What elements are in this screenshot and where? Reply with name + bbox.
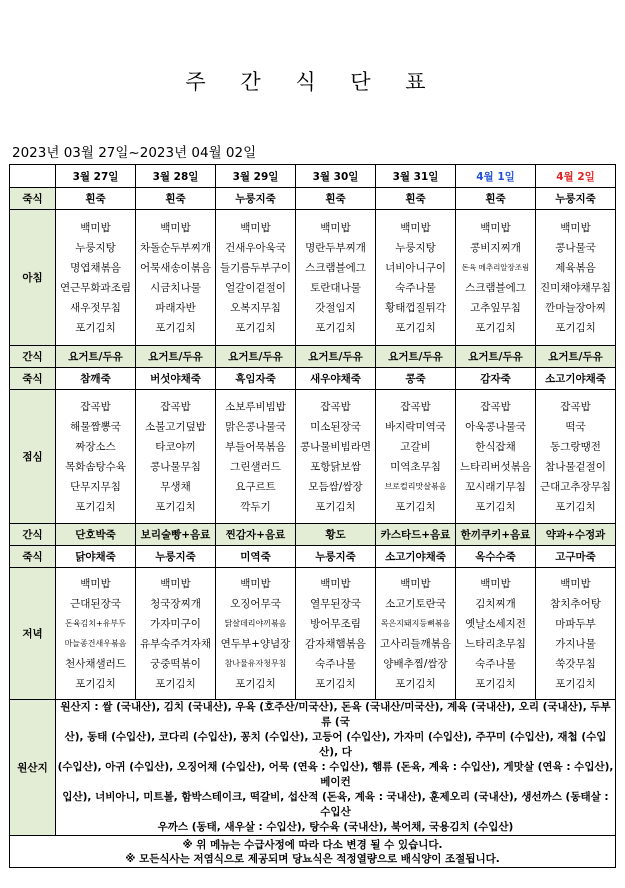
origin-line: 우까스 (동태, 새우살 : 수입산), 탕수육 (국내산), 북어채, 국용김치 (수입산) [157, 821, 514, 833]
snack-cell: 요거트/두유 [536, 346, 616, 368]
porridge-cell: 닭야채죽 [56, 546, 136, 568]
porridge-cell: 누룽지죽 [296, 546, 376, 568]
menu-item: 요구르트 [235, 480, 276, 493]
page-title: 주 간 식 단 표 [185, 70, 440, 94]
dinner-row [10, 568, 616, 700]
menu-item: 잡곡밥 [160, 400, 191, 413]
menu-item: 숙주나물 [315, 657, 356, 670]
menu-item: 짜장소스 [75, 440, 116, 453]
menu-item: 포기김치 [315, 677, 356, 690]
menu-item: 무생채 [160, 480, 191, 493]
meal-cell [56, 210, 136, 346]
menu-item: 닭살데리야끼볶음 [224, 618, 287, 628]
porridge-cell: 소고기야채죽 [376, 546, 456, 568]
meal-cell [216, 568, 296, 700]
menu-item: 마늘종건새우볶음 [64, 638, 127, 648]
menu-item: 백미밥 [240, 577, 271, 590]
menu-item: 양배추찜/쌈장 [383, 657, 448, 670]
menu-item: 갓절임지 [315, 301, 356, 314]
menu-item: 콩비지찌개 [470, 241, 521, 254]
porridge-cell: 미역죽 [216, 546, 296, 568]
menu-item: 포기김치 [155, 321, 196, 334]
notes-row [10, 836, 616, 868]
menu-item: 바지락미역국 [385, 420, 446, 433]
row-label: 죽식 [10, 188, 56, 210]
snack-cell: 보리술빵+음료 [136, 524, 216, 546]
menu-item: 건새우아욱국 [225, 241, 286, 254]
menu-item: 참치추어탕 [550, 597, 601, 610]
row-label: 죽식 [10, 368, 56, 390]
menu-item: 그린샐러드 [230, 460, 281, 473]
porridge-cell: 옥수수죽 [456, 546, 536, 568]
meal-cell [296, 568, 376, 700]
note-line: ※ 모든식사는 저염식으로 제공되며 당뇨식은 적정열량으로 배식양이 조절됩니다. [125, 852, 500, 865]
menu-item: 포기김치 [555, 321, 596, 334]
menu-item: 포기김치 [235, 321, 276, 334]
menu-item: 명엽채볶음 [70, 261, 121, 274]
menu-item: 백미밥 [480, 221, 511, 234]
menu-item: 목화솜탕수육 [65, 460, 126, 473]
meal-cell [136, 210, 216, 346]
menu-item: 쑥갓무침 [555, 657, 596, 670]
menu-item: 누룽지탕 [75, 241, 116, 254]
menu-item: 참나물유자청무침 [224, 658, 287, 668]
menu-item: 백미밥 [80, 577, 111, 590]
meal-cell [136, 390, 216, 524]
snack-cell: 카스타드+음료 [376, 524, 456, 546]
menu-item: 목은지돼지등뼈볶음 [380, 618, 451, 628]
porridge-cell: 콩죽 [376, 368, 456, 390]
day-header: 3월 30일 [296, 165, 376, 188]
menu-item: 감자채햄볶음 [305, 637, 366, 650]
menu-item: 느타리버섯볶음 [459, 460, 531, 473]
morning-porridge-row [10, 188, 616, 210]
row-label: 아침 [10, 210, 56, 346]
menu-item: 모듬쌈/쌈장 [308, 480, 363, 493]
menu-item: 포기김치 [75, 321, 116, 334]
menu-item: 해물짬뽕국 [70, 420, 121, 433]
snack-cell: 요거트/두유 [136, 346, 216, 368]
menu-item: 천사채샐러드 [65, 657, 126, 670]
day-header: 3월 31일 [376, 165, 456, 188]
snack-cell: 황도 [296, 524, 376, 546]
meal-cell [376, 568, 456, 700]
menu-item: 숙주나물 [475, 657, 516, 670]
porridge-cell: 누룽지죽 [136, 546, 216, 568]
breakfast-row [10, 210, 616, 346]
menu-item: 타코야끼 [155, 440, 196, 453]
menu-item: 참나물겉절이 [545, 460, 606, 473]
row-label: 점심 [10, 390, 56, 524]
menu-item: 떡국 [565, 420, 586, 433]
porridge-cell: 고구마죽 [536, 546, 616, 568]
menu-item: 돈육김치+유부두 [65, 618, 126, 628]
lunch-porridge-row [10, 368, 616, 390]
porridge-cell: 흰죽 [456, 188, 536, 210]
menu-item: 포항닭보쌈 [310, 460, 361, 473]
snack-row-2 [10, 524, 616, 546]
menu-item: 콩나물국 [555, 241, 596, 254]
menu-item: 스크램블에그 [305, 261, 366, 274]
day-header: 3월 29일 [216, 165, 296, 188]
menu-item: 가지나물 [555, 637, 596, 650]
porridge-cell: 감자죽 [456, 368, 536, 390]
menu-item: 포기김치 [395, 677, 436, 690]
day-header-sunday: 4월 2일 [536, 165, 616, 188]
porridge-cell: 소고기야채죽 [536, 368, 616, 390]
date-range: 2023년 03월 27일~2023년 04월 02일 [12, 145, 257, 161]
origin-row [10, 700, 616, 836]
menu-item: 새우젓무침 [70, 301, 121, 314]
meal-cell [536, 568, 616, 700]
origin-line: (수입산), 아귀 (수입산), 오징어채 (수입산), 어묵 (연육 : 수입산), 햄류 (돈육, 계육 : 수입산), 게맛살 (연육 : 수입산), 베이컨 [57, 761, 614, 788]
menu-item: 김치찌개 [475, 597, 516, 610]
menu-item: 잡곡밥 [560, 400, 591, 413]
porridge-cell: 흰죽 [376, 188, 456, 210]
menu-item: 포기김치 [475, 677, 516, 690]
menu-item: 포기김치 [155, 677, 196, 690]
menu-item: 맑은콩나물국 [225, 420, 286, 433]
menu-item: 포기김치 [475, 500, 516, 513]
porridge-cell: 새우야채죽 [296, 368, 376, 390]
menu-item: 오복지무침 [230, 301, 281, 314]
porridge-cell: 누룽지죽 [216, 188, 296, 210]
menu-item: 미역초무침 [390, 460, 441, 473]
menu-item: 고사리들깨볶음 [379, 637, 451, 650]
meal-cell [56, 568, 136, 700]
lunch-row [10, 390, 616, 524]
menu-item: 포기김치 [555, 500, 596, 513]
menu-item: 미소된장국 [310, 420, 361, 433]
menu-item: 근대된장국 [70, 597, 121, 610]
menu-item: 마파두부 [555, 617, 596, 630]
menu-item: 제육볶음 [555, 261, 596, 274]
header-row [10, 165, 616, 188]
menu-item: 근대고추장무침 [539, 480, 611, 493]
porridge-cell: 버섯야채죽 [136, 368, 216, 390]
row-label: 저녁 [10, 568, 56, 700]
menu-item: 포기김치 [395, 321, 436, 334]
menu-item: 잡곡밥 [400, 400, 431, 413]
menu-item: 백미밥 [400, 221, 431, 234]
snack-cell: 요거트/두유 [456, 346, 536, 368]
menu-item: 옛날소세지전 [465, 617, 526, 630]
menu-item: 백미밥 [400, 577, 431, 590]
menu-item: 시금치나물 [150, 281, 201, 294]
menu-item: 포기김치 [75, 500, 116, 513]
menu-item: 숙주나물 [395, 281, 436, 294]
menu-item: 진미채야채무침 [539, 281, 611, 294]
menu-item: 소불고기덮밥 [145, 420, 206, 433]
day-header-saturday: 4월 1일 [456, 165, 536, 188]
menu-item: 포기김치 [75, 677, 116, 690]
origin-line: 산), 동태 (수입산), 코다리 (수입산), 꽁치 (수입산), 고등어 (수입산), 가자미 (수입산), 주꾸미 (수입산), 재첩 (수입산), 다 [64, 731, 607, 758]
menu-item: 잡곡밥 [320, 400, 351, 413]
meal-cell [456, 210, 536, 346]
menu-item: 백미밥 [480, 577, 511, 590]
snack-cell: 단호박죽 [56, 524, 136, 546]
menu-item: 포기김치 [155, 500, 196, 513]
menu-item: 연두부+양념장 [220, 637, 291, 650]
row-label: 죽식 [10, 546, 56, 568]
meal-cell [216, 210, 296, 346]
menu-item: 브로컬리맛살볶음 [384, 481, 447, 491]
meal-cell [536, 390, 616, 524]
menu-item: 잡곡밥 [480, 400, 511, 413]
row-label: 간식 [10, 524, 56, 546]
menu-item: 명란두부찌개 [305, 241, 366, 254]
menu-item: 꼬시래기무침 [465, 480, 526, 493]
meal-cell [296, 210, 376, 346]
porridge-cell: 흑임자죽 [216, 368, 296, 390]
snack-cell: 요거트/두유 [296, 346, 376, 368]
menu-item: 포기김치 [235, 677, 276, 690]
menu-item: 느타리초무침 [465, 637, 526, 650]
row-label: 원산지 [10, 700, 56, 836]
menu-item: 아욱콩나물국 [465, 420, 526, 433]
meal-cell [56, 390, 136, 524]
menu-item: 궁중떡볶이 [150, 657, 201, 670]
menu-item: 얼갈이겉절이 [225, 281, 286, 294]
menu-item: 오징어무국 [230, 597, 281, 610]
menu-item: 포기김치 [475, 321, 516, 334]
porridge-cell: 흰죽 [56, 188, 136, 210]
menu-item: 열무된장국 [310, 597, 361, 610]
menu-item: 고갈비 [400, 440, 431, 453]
menu-item: 들기름두부구이 [219, 261, 291, 274]
menu-item: 연근무화과조림 [59, 281, 131, 294]
menu-item: 동그랑땡전 [550, 440, 601, 453]
menu-item: 황태껍질튀각 [385, 301, 446, 314]
snack-cell: 요거트/두유 [56, 346, 136, 368]
menu-item: 포기김치 [315, 500, 356, 513]
menu-item: 깍두기 [240, 500, 271, 513]
note-line: ※ 위 메뉴는 수급사정에 따라 다소 변경 될 수 있습니다. [182, 838, 443, 851]
menu-item: 스크램블에그 [465, 281, 526, 294]
menu-item: 깐마늘장아찌 [545, 301, 606, 314]
snack-cell: 요거트/두유 [376, 346, 456, 368]
menu-item: 청국장찌개 [150, 597, 201, 610]
snack-cell: 찐감자+음료 [216, 524, 296, 546]
dinner-porridge-row [10, 546, 616, 568]
menu-item: 부들어묵볶음 [225, 440, 286, 453]
row-label: 간식 [10, 346, 56, 368]
porridge-cell: 누룽지죽 [536, 188, 616, 210]
meal-cell [456, 390, 536, 524]
menu-item: 백미밥 [560, 221, 591, 234]
menu-item: 포기김치 [315, 321, 356, 334]
menu-item: 어묵새송이볶음 [139, 261, 211, 274]
menu-item: 백미밥 [320, 221, 351, 234]
menu-item: 콩나물무침 [150, 460, 201, 473]
meal-cell [136, 568, 216, 700]
menu-item: 토란대나물 [310, 281, 361, 294]
snack-row-1 [10, 346, 616, 368]
menu-item: 고추잎무침 [470, 301, 521, 314]
snack-cell: 요거트/두유 [216, 346, 296, 368]
meal-cell [456, 568, 536, 700]
porridge-cell: 흰죽 [136, 188, 216, 210]
menu-item: 방어무조림 [310, 617, 361, 630]
menu-item: 잡곡밥 [80, 400, 111, 413]
menu-item: 소고기토란국 [385, 597, 446, 610]
meal-cell [376, 210, 456, 346]
snack-cell: 한끼쿠키+음료 [456, 524, 536, 546]
menu-item: 백미밥 [240, 221, 271, 234]
meal-cell [216, 390, 296, 524]
menu-item: 백미밥 [560, 577, 591, 590]
menu-item: 너비아니구이 [385, 261, 446, 274]
menu-item: 한식잡채 [475, 440, 516, 453]
meal-cell [296, 390, 376, 524]
menu-item: 유부숙주겨자채 [139, 637, 211, 650]
origin-info [56, 700, 616, 836]
menu-item: 백미밥 [320, 577, 351, 590]
day-header: 3월 27일 [56, 165, 136, 188]
menu-item: 차돌순두부찌개 [139, 241, 211, 254]
menu-item: 백미밥 [160, 221, 191, 234]
origin-line: 원산지 : 쌀 (국내산), 김치 (국내산), 우육 (호주산/미국산), 돈육 (국내산/미국산), 계육 (국내산), 오리 (국내산), 두부류 (국 [60, 701, 611, 728]
corner-cell [10, 165, 56, 188]
menu-item: 가자미구이 [150, 617, 201, 630]
porridge-cell: 흰죽 [296, 188, 376, 210]
weekly-menu-table [9, 164, 616, 868]
meal-cell [536, 210, 616, 346]
menu-item: 포기김치 [395, 500, 436, 513]
menu-item: 백미밥 [80, 221, 111, 234]
menu-item: 소보루비빔밥 [225, 400, 286, 413]
snack-cell: 약과+수정과 [536, 524, 616, 546]
menu-item: 백미밥 [160, 577, 191, 590]
origin-line: 입산), 너비아니, 미트볼, 함박스테이크, 떡갈비, 섭산적 (돈육, 계육 : 국내산), 훈제오리 (국내산), 생선까스 (동태살 : 수입산 [62, 791, 609, 818]
menu-item: 돈육 메추리알장조림 [461, 262, 530, 272]
menu-item: 단무지무침 [70, 480, 121, 493]
menu-item: 파래자반 [155, 301, 196, 314]
menu-item: 누룽지탕 [395, 241, 436, 254]
porridge-cell: 참깨죽 [56, 368, 136, 390]
menu-item: 콩나물비빔라면 [299, 440, 371, 453]
meal-cell [376, 390, 456, 524]
day-header: 3월 28일 [136, 165, 216, 188]
notes [10, 836, 616, 868]
menu-item: 포기김치 [555, 677, 596, 690]
